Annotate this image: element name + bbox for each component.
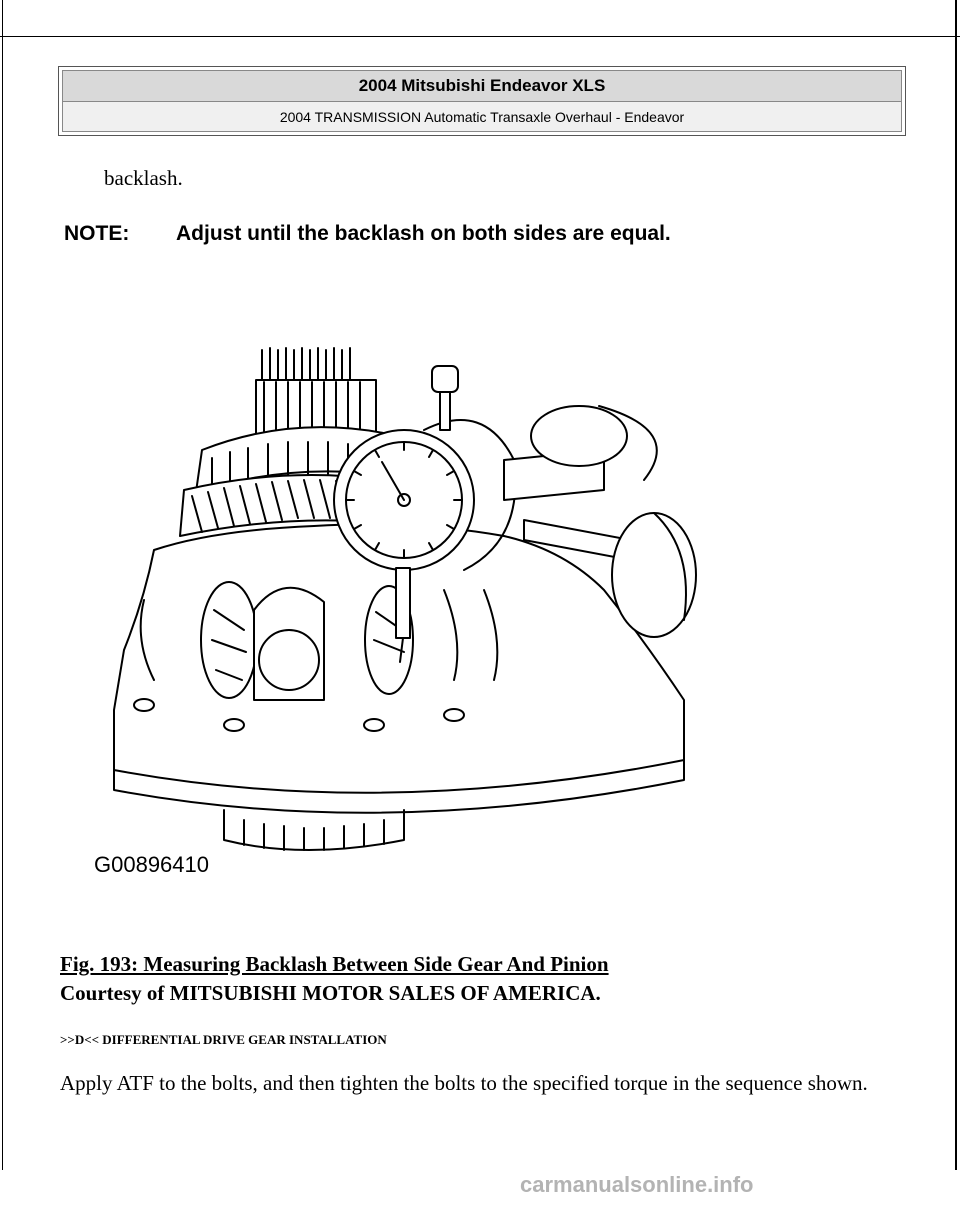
figure-code: G00896410 <box>94 852 209 877</box>
watermark: carmanualsonline.info <box>520 1172 754 1197</box>
body-text: Apply ATF to the bolts, and then tighten the bolts to the specified torque in the sequence shown. <box>60 1071 868 1095</box>
page-border-top <box>0 36 960 37</box>
differential-illustration <box>84 340 704 880</box>
intro-text: backlash. <box>104 166 183 190</box>
figure-caption <box>60 950 609 1008</box>
vehicle-title: 2004 Mitsubishi Endeavor XLS <box>63 71 901 102</box>
section-heading: >>D<< DIFFERENTIAL DRIVE GEAR INSTALLATION <box>60 1032 387 1047</box>
figure-backlash-measurement <box>84 340 704 880</box>
document-header <box>58 66 906 136</box>
note-text: Adjust until the backlash on both sides are equal. <box>176 222 671 245</box>
page-border-right <box>955 0 957 1170</box>
caption-title: Fig. 193: Measuring Backlash Between Side Gear And Pinion <box>60 952 609 976</box>
note-label: NOTE: <box>64 222 130 245</box>
section-title: 2004 TRANSMISSION Automatic Transaxle Overhaul - Endeavor <box>63 102 901 131</box>
document-header-inner <box>62 70 902 132</box>
caption-courtesy: Courtesy of MITSUBISHI MOTOR SALES OF AMERICA. <box>60 981 601 1005</box>
page-border-left <box>2 0 3 1170</box>
note <box>64 222 671 246</box>
